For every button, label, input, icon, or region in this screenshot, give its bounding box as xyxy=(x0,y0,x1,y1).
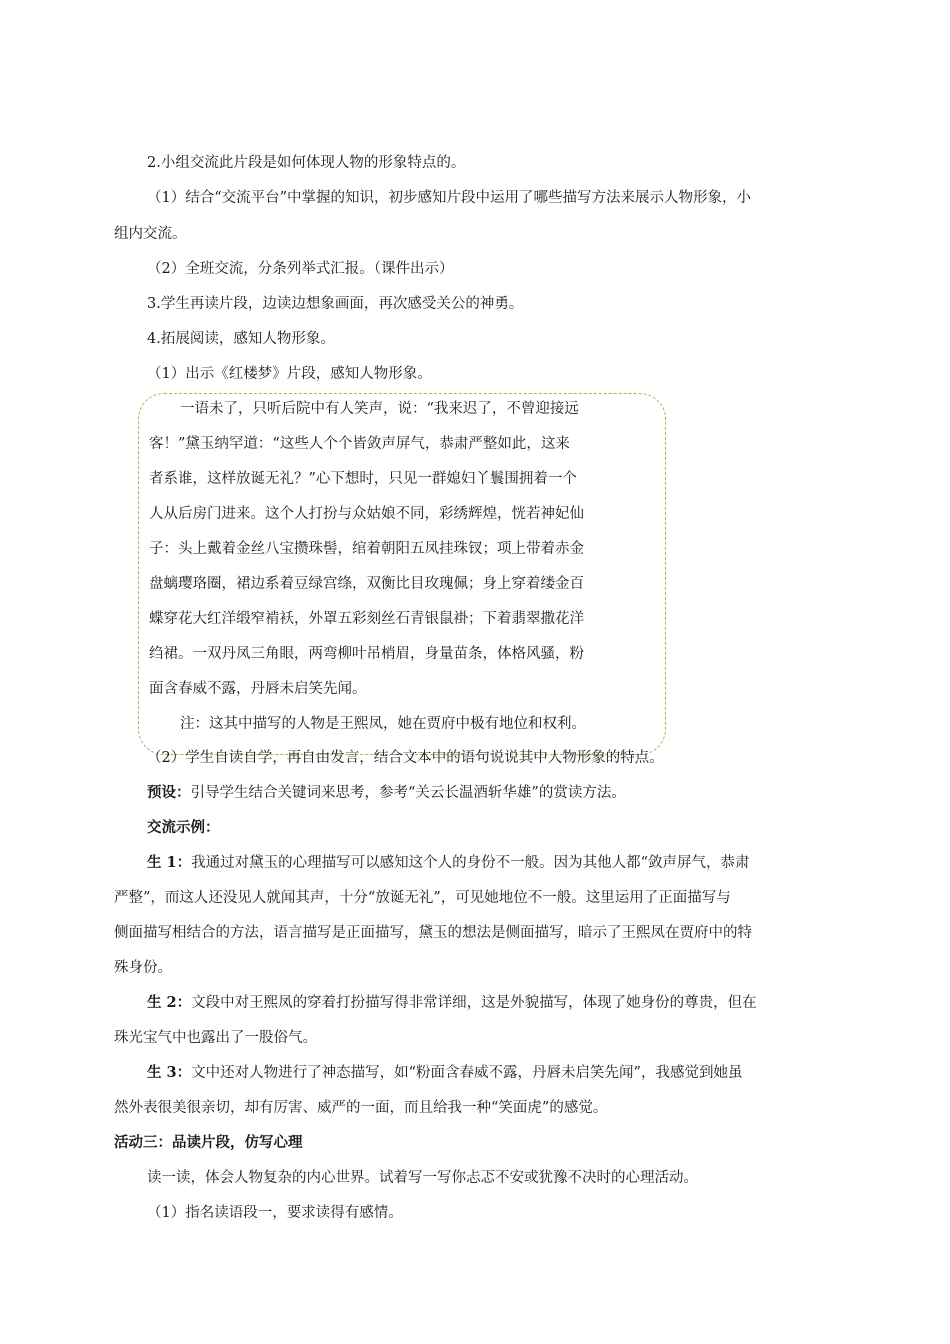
student-1-label: 生 1： xyxy=(147,854,192,871)
student-3-text: 文中还对人物进行了神态描写，如“粉面含春威不露，丹唇未启笑先闻”，我感觉到她虽 xyxy=(191,1065,743,1081)
preset-line xyxy=(147,783,626,803)
excerpt-line: 者系谁，这样放诞无礼？”心下想时，只见一群媳妇丫鬟围拥着一个 xyxy=(149,471,577,487)
paragraph-line: （1）指名读语段一，要求读得有感情。 xyxy=(147,1205,403,1221)
student-1-text: 我通过对黛玉的心理描写可以感知这个人的身份不一般。因为其他人都“敛声屏气，恭肃 xyxy=(191,855,750,871)
excerpt-line: 一语未了，只听后院中有人笑声，说：“我来迟了，不曾迎接远 xyxy=(180,401,579,417)
student-1-line xyxy=(147,853,750,873)
paragraph-line: 然外表很美很亲切，却有厉害、威严的一面，而且给我一种“笑面虎”的感觉。 xyxy=(114,1100,608,1116)
paragraph-line: 3.学生再读片段，边读边想象画面，再次感受关公的神勇。 xyxy=(147,296,524,312)
student-3-label: 生 3： xyxy=(147,1064,192,1081)
paragraph-line: 读一读，体会人物复杂的内心世界。试着写一写你忐忑不安或犹豫不决时的心理活动。 xyxy=(147,1170,698,1186)
paragraph-line: 珠光宝气中也露出了一股俗气。 xyxy=(114,1030,317,1046)
excerpt-line: 蝶穿花大红洋缎窄褃袄，外罩五彩刻丝石青银鼠褂；下着翡翠撒花洋 xyxy=(149,611,584,627)
activity-3-heading: 活动三：品读片段，仿写心理 xyxy=(114,1134,303,1151)
paragraph-line: 组内交流。 xyxy=(114,226,187,242)
excerpt-line: 面含春威不露，丹唇未启笑先闻。 xyxy=(149,681,367,697)
paragraph-line: （1）出示《红楼梦》片段，感知人物形象。 xyxy=(147,366,432,382)
paragraph-line: （2）学生自读自学，再自由发言，结合文本中的语句说说其中人物形象的特点。 xyxy=(147,750,664,766)
preset-label: 预设： xyxy=(147,784,191,801)
student-3-line xyxy=(147,1063,742,1083)
excerpt-line: 人从后房门进来。这个人打扮与众姑娘不同，彩绣辉煌，恍若神妃仙 xyxy=(149,506,584,522)
student-2-line xyxy=(147,993,757,1013)
excerpt-note: 注：这其中描写的人物是王熙凤，她在贾府中极有地位和权利。 xyxy=(180,716,586,732)
preset-text: 引导学生结合关键词来思考，参考“关云长温酒斩华雄”的赏读方法。 xyxy=(190,785,626,801)
paragraph-line: 侧面描写相结合的方法，语言描写是正面描写，黛玉的想法是侧面描写，暗示了王熙凤在贾府中的特 xyxy=(114,925,752,941)
student-2-label: 生 2： xyxy=(147,994,192,1011)
paragraph-line: （1）结合“交流平台”中掌握的知识，初步感知片段中运用了哪些描写方法来展示人物形象，小 xyxy=(147,190,752,206)
student-2-text: 文段中对王熙凤的穿着打扮描写得非常详细，这是外貌描写，体现了她身份的尊贵，但在 xyxy=(191,995,757,1011)
example-heading: 交流示例： xyxy=(147,819,220,836)
paragraph-line: 殊身份。 xyxy=(114,960,172,976)
excerpt-line: 绉裙。一双丹凤三角眼，两弯柳叶吊梢眉，身量苗条，体格风骚，粉 xyxy=(149,646,584,662)
excerpt-line: 客！”黛玉纳罕道：“这些人个个皆敛声屏气，恭肃严整如此，这来 xyxy=(149,436,570,452)
excerpt-line: 子：头上戴着金丝八宝攒珠髻，绾着朝阳五凤挂珠钗；项上带着赤金 xyxy=(149,541,584,557)
excerpt-line: 盘螭璎珞圈，裙边系着豆绿宫绦，双衡比目玫瑰佩；身上穿着缕金百 xyxy=(149,576,584,592)
paragraph-line: （2）全班交流，分条列举式汇报。（课件出示） xyxy=(147,261,454,277)
paragraph-line: 严整”，而这人还没见人就闻其声，十分“放诞无礼”，可见她地位不一般。这里运用了正面描写与 xyxy=(114,890,731,906)
paragraph-line: 2.小组交流此片段是如何体现人物的形象特点的。 xyxy=(147,155,466,171)
paragraph-line: 4.拓展阅读，感知人物形象。 xyxy=(147,331,335,347)
